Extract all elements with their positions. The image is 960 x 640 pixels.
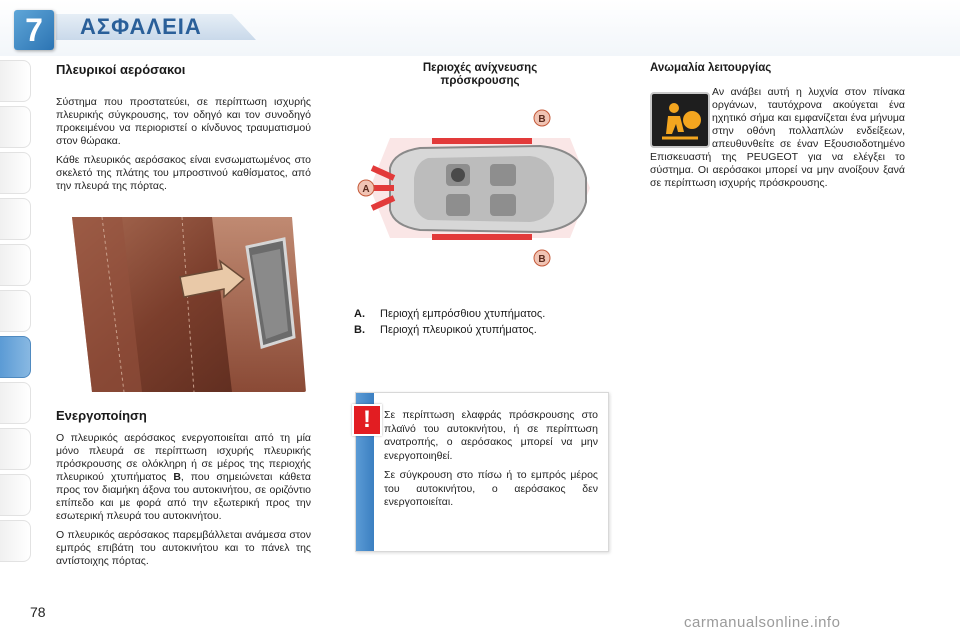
legend-text-a: Περιοχή εμπρόσθιου χτυπήματος.: [380, 308, 546, 320]
zone-b-marker-bottom: [534, 250, 550, 266]
side-tab-4[interactable]: [0, 198, 31, 240]
side-tab-1[interactable]: [0, 60, 31, 102]
malfunction-title: Ανωμαλία λειτουργίας: [650, 62, 772, 74]
zone-b-label-top: B: [538, 114, 546, 125]
side-tab-8[interactable]: [0, 382, 31, 424]
side-tab-6[interactable]: [0, 290, 31, 332]
detection-title-line-2: πρόσκρουσης: [440, 75, 520, 87]
airbag-warning-lamp-icon: [650, 92, 710, 148]
warning-paragraph-1: Σε περίπτωση ελαφράς πρόσκρουσης στο πλαϊνό του αυτοκινήτου, ή σε περίπτωση ανατροπής, ο αερόσακος μπορεί να μην ενεργοποιηθεί.: [384, 409, 598, 462]
legend-text-b: Περιοχή πλευρικού χτυπήματος.: [380, 324, 537, 336]
side-tab-2[interactable]: [0, 106, 31, 148]
legend-key-a: A.: [354, 308, 365, 320]
side-chapter-tabs: [0, 60, 34, 580]
side-tab-10[interactable]: [0, 474, 31, 516]
zone-b-reference: B: [173, 471, 181, 483]
car-impact-diagram: [350, 98, 606, 278]
side-tab-9[interactable]: [0, 428, 31, 470]
page-title: ΑΣΦΑΛΕΙΑ: [80, 14, 202, 39]
malfunction-paragraph: Αν ανάβει αυτή η λυχνία στον πίνακα οργάνων, ταυτόχρονα ακούγεται ένα ηχητικό σήμα και εμφανίζεται ένα μήνυμα στην οθόνη πολλαπλών ενδείξεων, απευθυνθείτε σε έναν Εξουσιοδοτημένο Επισκευαστή της PEUGEOT για να ελέγξει το σύστημα. Οι αερόσακοι μπορεί να μην ανοίξουν ξανά σε περίπτωση ισχυρής πρόσκρουσης.: [650, 86, 905, 189]
side-tab-7-active[interactable]: [0, 336, 31, 378]
activation-paragraph-1: [56, 432, 311, 523]
side-airbags-title: Πλευρικοί αερόσακοι: [56, 62, 186, 77]
side-tab-11[interactable]: [0, 520, 31, 562]
car-top-view-illustration: [350, 98, 606, 278]
warning-paragraph-2: Σε σύγκρουση στο πίσω ή το εμπρός μέρος του αυτοκινήτου, ο αερόσακος δεν ενεργοποιείται.: [384, 469, 598, 508]
activation-paragraph-1-pre: Ο πλευρικός αερόσακος ενεργοποιείται από τη μία μόνο πλευρά σε περίπτωση ισχυρής πλευρικής πρόσκρουσης σε ολόκληρη ή σε μέρος της περιοχής πλευρικού χτυπήματος: [56, 432, 311, 483]
warning-box: [355, 392, 609, 552]
activation-paragraph-1-post: , που σημειώνεται κάθετα προς τον διαμήκη άξονα του αυτοκινήτου, σε οριζόντιο επίπεδο και με φορά από την εξωτερική προς την εσωτερική πλευρά του αυτοκινήτου.: [56, 471, 312, 522]
side-tab-3[interactable]: [0, 152, 31, 194]
chapter-number-badge: 7: [14, 10, 54, 50]
page-number: 78: [30, 604, 46, 620]
zone-legend: [354, 306, 610, 338]
legend-row-a: [354, 306, 610, 322]
zone-b-label-bottom: B: [538, 254, 546, 265]
side-airbags-paragraph-1: Σύστημα που προστατεύει, σε περίπτωση ισχυρής πλευρικής σύγκρουσης, τον οδηγό και τον συνοδηγό προκειμένου να περιοριστεί ο κίνδυνος τραυματισμού στον θώρακα.: [56, 96, 311, 147]
zone-b-marker-top: [534, 110, 550, 126]
legend-row-b: [354, 322, 610, 338]
exclamation-warning-icon: !: [352, 404, 382, 436]
seat-photo-illustration: [62, 217, 306, 392]
warning-text: [384, 409, 598, 516]
legend-key-b: B.: [354, 324, 365, 336]
car-body: [390, 146, 586, 232]
zone-a-label: A: [362, 184, 370, 195]
activation-paragraph-2: Ο πλευρικός αερόσακος παρεμβάλλεται ανάμεσα στον εμπρός επιβάτη του αυτοκινήτου και το πάνελ της αντίστοιχης πόρτας.: [56, 529, 311, 567]
watermark: carmanualsonline.info: [684, 614, 841, 631]
activation-title: Ενεργοποίηση: [56, 408, 147, 423]
activation-body: [56, 432, 311, 574]
zone-a-marker: [358, 180, 374, 196]
side-tab-5[interactable]: [0, 244, 31, 286]
side-airbags-paragraph-2: Κάθε πλευρικός αερόσακος είναι ενσωματωμένος στο σκελετό της πλάτης του μπροστινού καθίσματος, από την πλευρά της πόρτας.: [56, 154, 311, 192]
seat-airbag-photo: [62, 217, 306, 392]
detection-title-line-1: Περιοχές ανίχνευσης: [422, 62, 538, 74]
side-airbags-body: [56, 96, 311, 199]
detection-zones-title: [350, 62, 610, 88]
